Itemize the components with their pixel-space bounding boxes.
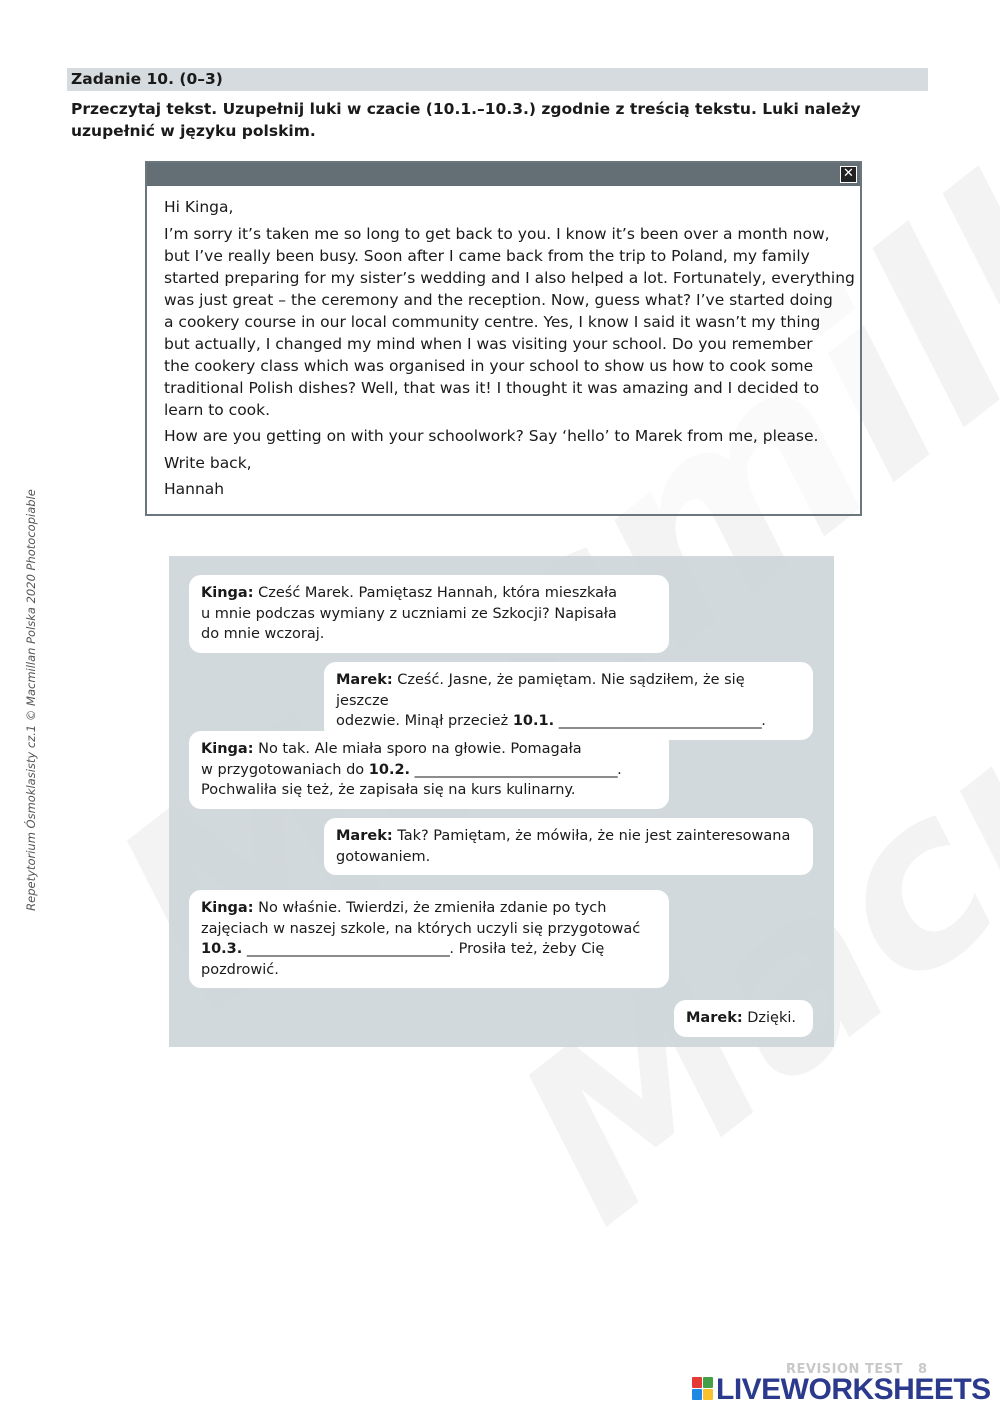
message-line: odezwie. Minął przecież [336, 713, 509, 729]
chat-message-kinga-1 [189, 575, 669, 653]
page-number: 8 [918, 1362, 928, 1377]
chat-message-marek-1 [324, 662, 813, 740]
message-line: Cześć Marek. Pamiętasz Hannah, która mieszkała [258, 585, 618, 601]
speaker-name: Marek: [336, 828, 393, 844]
letter-question: How are you getting on with your schoolwork? Say ‘hello’ to Marek from me, please. [164, 427, 819, 445]
logo-text: LIVEWORKSHEETS [716, 1373, 991, 1406]
chat-message-marek-2 [324, 818, 813, 875]
letter-greeting: Hi Kinga, [164, 198, 234, 216]
speaker-name: Kinga: [201, 741, 254, 757]
speaker-name: Kinga: [201, 585, 254, 601]
task-title: Zadanie 10. (0–3) [67, 68, 928, 91]
gap-label-10-2: 10.2. [368, 761, 411, 778]
logo-grid-icon [692, 1377, 714, 1401]
message-line: Tak? Pamiętam, że mówiła, że nie jest zainteresowana [397, 828, 791, 844]
chat-panel [169, 556, 834, 1047]
close-button[interactable] [840, 166, 857, 183]
chat-message-kinga-2 [189, 731, 669, 809]
letter-line: learn to cook. [164, 400, 271, 419]
letter-line: but actually, I changed my mind when I was visiting your school. Do you remember [164, 334, 813, 353]
letter-line: the cookery class which was organised in your school to show us how to cook some [164, 356, 814, 375]
letter-line: I’m sorry it’s taken me so long to get back to you. I know it’s been over a month now, [164, 224, 830, 243]
revision-test-text: REVISION TEST [786, 1362, 903, 1377]
chat-message-kinga-3 [189, 890, 669, 988]
message-line: Pochwaliła się też, że zapisała się na kurs kulinarny. [201, 782, 576, 798]
letter-title-bar [147, 163, 860, 186]
message-line: No tak. Ale miała sporo na głowie. Pomagała [258, 741, 582, 757]
letter-line: but I’ve really been busy. Soon after I came back from the trip to Poland, my family [164, 246, 810, 265]
speaker-name: Marek: [336, 672, 393, 688]
message-line: Dzięki. [747, 1010, 797, 1026]
message-line: u mnie podczas wymiany z uczniami ze Szkocji? Napisała [201, 605, 617, 622]
letter-paragraph [164, 223, 855, 421]
message-line: . Prosiła też, żeby Cię [449, 941, 605, 957]
gap-label-10-1: 10.1. [512, 713, 555, 729]
message-line: zajęciach w naszej szkole, na których uczyli się przygotować [201, 920, 641, 937]
message-line: gotowaniem. [336, 848, 431, 865]
letter-body [147, 186, 860, 500]
answer-gap-10-2[interactable]: ______________________________ [414, 761, 618, 778]
message-line: do mnie wczoraj. [201, 626, 325, 642]
letter-line: traditional Polish dishes? Well, that was it! I thought it was amazing and I decided to [164, 378, 820, 397]
message-line: pozdrowić. [201, 961, 279, 978]
message-line: No właśnie. Twierdzi, że zmieniła zdanie po tych [258, 900, 607, 916]
task-instruction: Przeczytaj tekst. Uzupełnij luki w czacie (10.1.–10.3.) zgodnie z treścią tekstu. Luki należy uzupełnić w języku polskim. [71, 100, 861, 140]
close-icon: ✕ [843, 166, 854, 181]
message-punct: . [617, 761, 622, 778]
message-punct: . [761, 713, 766, 729]
letter-line: started preparing for my sister’s wedding and I also helped a lot. Fortunately, everything [164, 268, 855, 287]
letter-line: was just great – the ceremony and the reception. Now, guess what? I’ve started doing [164, 290, 833, 309]
message-line: Cześć. Jasne, że pamiętam. Nie sądziłem, że się jeszcze [336, 672, 745, 709]
letter-window [145, 161, 862, 516]
answer-gap-10-3[interactable]: ______________________________ [246, 941, 450, 957]
speaker-name: Marek: [686, 1010, 743, 1026]
letter-signature: Hannah [164, 480, 225, 498]
letter-line: a cookery course in our local community centre. Yes, I know I said it wasn’t my thing [164, 312, 821, 331]
letter-closing: Write back, [164, 453, 252, 472]
gap-label-10-3: 10.3. [201, 941, 243, 957]
answer-gap-10-1[interactable]: ______________________________ [558, 713, 762, 729]
speaker-name: Kinga: [201, 900, 254, 916]
message-line: w przygotowaniach do [201, 761, 365, 778]
chat-message-marek-3 [674, 1000, 813, 1037]
copyright-text: Repetytorium Ósmoklasisty cz.1 © Macmillan Polska 2020 Photocopiable [24, 489, 38, 911]
